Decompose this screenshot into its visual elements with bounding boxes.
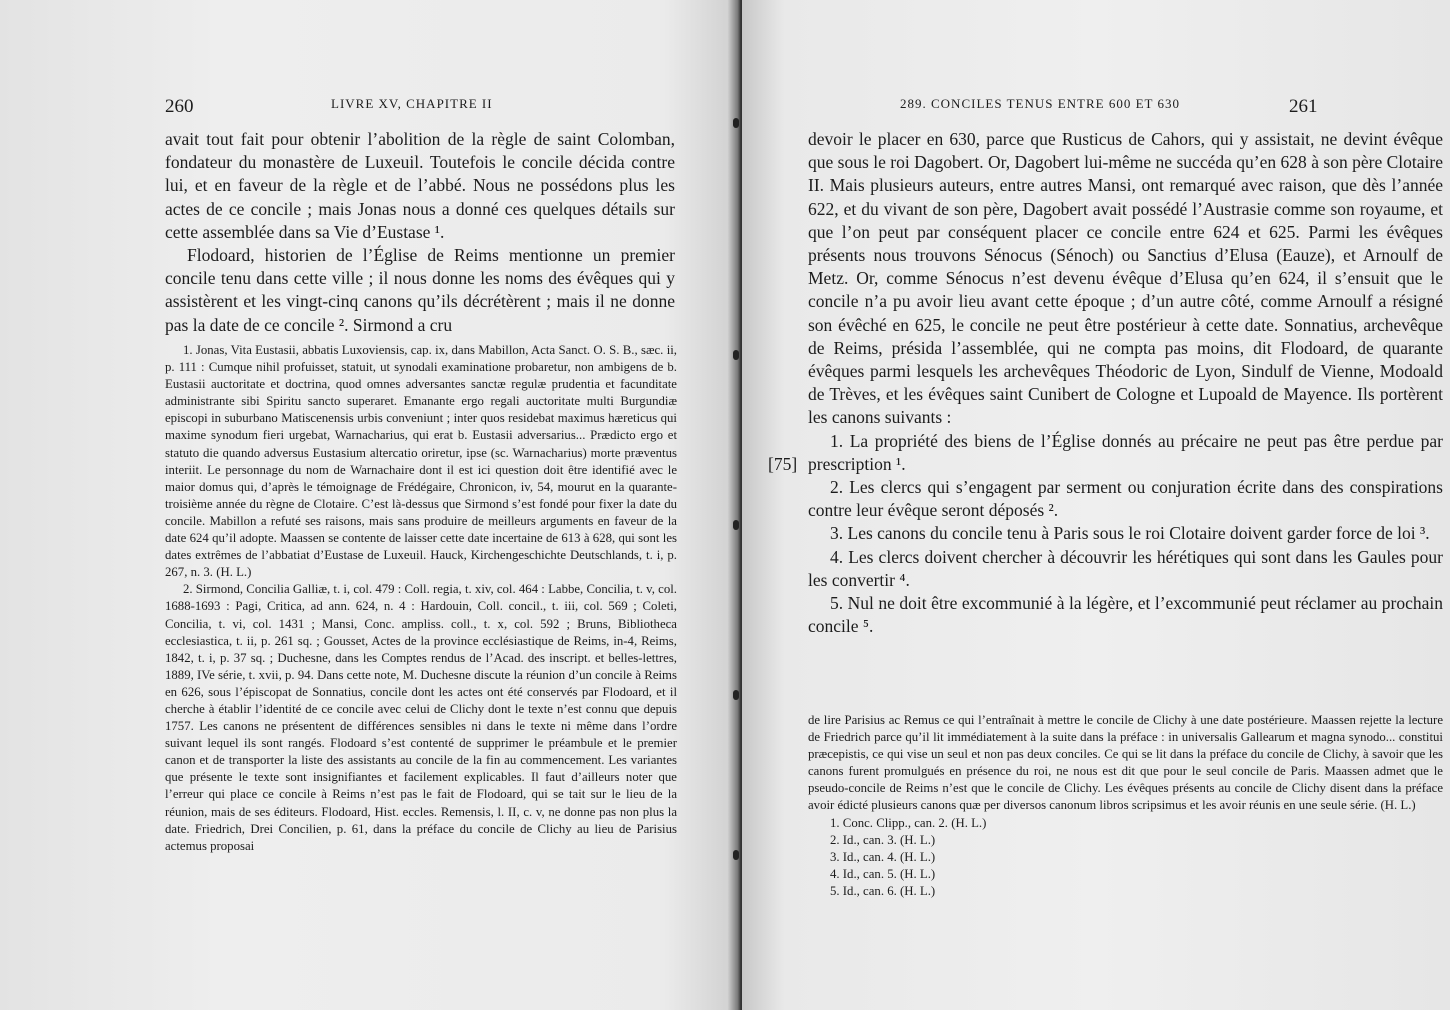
- footnote: 2. Id., can. 3. (H. L.): [830, 832, 936, 847]
- footnote-continuation: de lire Parisius ac Remus ce qui l’entraînait à mettre le concile de Clichy à une date postérieure. Maassen rejette la lecture de Friedrich parce qu’il lit immédiatement à la suite dans la préface : in universalis Gallearum et magna synodo... constitui præcepistis, ce qui vise un seul et non pas deux conciles. Ce qui se lit dans la préface du concile de Clichy, à savoir que les canons furent promulgués en présence du roi, ne nous est dit que pour le seul concile de Paris. Maassen admet que le pseudo-concile de Reims n’est que le concile de Clichy. Les évêques présents au concile de Clichy disent dans la préface avoir édicté plusieurs canons quæ per diversos canonum libros scripsimus et les avoir réunis en une seule série. (H. L.): [808, 713, 1443, 813]
- paragraph: devoir le placer en 630, parce que Rusticus de Cahors, qui y assistait, ne devint évêque que sous le roi Dagobert. Or, Dagobert lui-même ne succéda qu’en 628 à son père Clotaire II. Mais plusieurs auteurs, entre autres Mansi, ont remarqué avec raison, que dès l’année 622, et du vivant de son père, Dagobert avait possédé l’Austrasie comme son royaume, et que l’on peut par conséquent placer ce concile entre 624 et 625. Parmi les évêques présents nous trouvons Sénocus (Sénoch) ou Sanctius d’Elusa (Eauze), et Arnoulf de Metz. Or, comme Sénocus n’est devenu évêque d’Elusa qu’en 624, il s’ensuit que le concile n’a pu avoir lieu avant cette époque ; d’un autre côté, comme Arnoulf a résigné son évêché en 625, le concile ne peut être postérieur à cette date. Sonnatius, archevêque de Reims, présida l’assemblée, qui ne compta pas moins, dit Flodoard, de quarante évêques parmi lesquels les archevêques Théodoric de Lyon, Sindulf de Vienne, Modoald de Trèves, et les évêques saint Cunibert de Cologne et Lupoald de Mayence. Ils portèrent les canons suivants :: [808, 129, 1443, 428]
- footnote: 1. Jonas, Vita Eustasii, abbatis Luxoviensis, cap. ix, dans Mabillon, Acta Sanct. O. S. B., sæc. ii, p. 111 : Cumque nihil profuisset, statuit, ut synodali examinatione probaretur, non ambigens de b. Eustasii auctoritate et doctrina, quod omnes adversantes sanctæ regulæ prudentia et facunditate administrante sibi Spiritu sancto superaret. Emanante ergo regali auctoritate multi Burgundiæ episcopi in suburbano Matiscenensis urbis conveniunt ; inter quos residebat maximus hæreticus qui maxime synodum fieri urgebat, Warnacharius, qui erat b. Eustasii adversarius... Prædicto ergo et statuto die quando adversus Eustasium altercatio oriretur, ipse (sc. Warnacharius) morte præventus interiit. Le personnage du nom de Warnachaire dont il est ici question doit être identifié avec le maior domus qui, d’après le témoignage de Frédégaire, Chronicon, iv, 54, mourut en la quarante-troisième année du règne de Clotaire. C’est là-dessus que Sirmond s’est fondé pour fixer la date du concile. Mabillon a refuté ses raisons, mais sans produire de meilleurs arguments en faveur de la date 624 qu’il adopte. Maassen se contente de laisser cette date incertaine de 613 à 628, qui sont les dates extrêmes de l’abbatiat d’Eustase de Luxeuil. Hauck, Kirchengeschichte Deutschlands, t. i, p. 267, n. 3. (H. L.): [165, 343, 677, 580]
- footnote: 5. Id., can. 6. (H. L.): [830, 883, 936, 898]
- stitch-mark: [733, 690, 739, 700]
- running-head: LIVRE XV, CHAPITRE II: [331, 96, 493, 111]
- paragraph: 1. La propriété des biens de l’Église donnés au précaire ne peut pas être perdue par prescription ¹.: [808, 430, 1443, 474]
- stitch-mark: [733, 520, 739, 530]
- paragraph: Flodoard, historien de l’Église de Reims mentionne un premier concile tenu dans cette ville ; il nous donne les noms des évêques qui y assistèrent et les vingt-cinq canons qu’ils décrétèrent ; mais il ne donne pas la date de ce concile ². Sirmond a cru: [165, 245, 675, 335]
- paragraph: 4. Les clercs doivent chercher à découvrir les hérétiques qui sont dans les Gaules pour les convertir ⁴.: [808, 546, 1443, 590]
- stitch-mark: [733, 118, 739, 128]
- paragraph: 5. Nul ne doit être excommunié à la légère, et l’excommunié peut réclamer au prochain concile ⁵.: [808, 593, 1443, 637]
- paragraph: 2. Les clercs qui s’engagent par serment ou conjuration écrite dans des conspirations contre leur évêque seront déposés ².: [808, 477, 1443, 521]
- main-text: [165, 128, 675, 337]
- paragraph: 3. Les canons du concile tenu à Paris sous le roi Clotaire doivent garder force de loi ³.: [830, 523, 1430, 544]
- margin-marker: [75]: [768, 454, 798, 474]
- footnotes: [808, 712, 1443, 900]
- footnote: 1. Conc. Clipp., can. 2. (H. L.): [830, 815, 987, 830]
- main-text: [808, 128, 1443, 638]
- paragraph: avait tout fait pour obtenir l’abolition de la règle de saint Colomban, fondateur du monastère de Luxeuil. Toutefois le concile décida contre lui, et en faveur de la règle et de l’abbé. Nous ne possédons plus les actes de ce concile ; mais Jonas nous a donné ces quelques détails sur cette assemblée dans sa Vie d’Eustase ¹.: [165, 129, 675, 242]
- footnotes: [165, 342, 677, 855]
- stitch-mark: [733, 350, 739, 360]
- page-number: 261: [1289, 96, 1318, 117]
- footnote: 3. Id., can. 4. (H. L.): [830, 849, 936, 864]
- right-page: [742, 0, 1450, 1010]
- running-head: 289. CONCILES TENUS ENTRE 600 ET 630: [900, 96, 1180, 111]
- footnote: 2. Sirmond, Concilia Galliæ, t. i, col. 479 : Coll. regia, t. xiv, col. 464 : Labbe, Concilia, t. v, col. 1688-1693 : Pagi, Critica, ad ann. 624, n. 4 : Hardouin, Coll. concil., t. iii, col. 569 ; Coleti, Concilia, t. vi, col. 1431 ; Mansi, Conc. ampliss. coll., t. x, col. 592 ; Bruns, Bibliotheca ecclesiastica, t. ii, p. 261 sq. ; Gousset, Actes de la province ecclésiastique de Reims, in-4, Reims, 1842, t. i, p. 37 sq. ; Duchesne, dans les Comptes rendus de l’Acad. des inscript. et belles-lettres, 1889, IVe série, t. xvii, p. 94. Dans cette note, M. Duchesne discute la réunion d’un concile à Reims en 626, sous l’épiscopat de Sonnatius, concile dont les actes ont été conservés par Flodoard, et il cherche à établir l’identité de ce concile avec celui de Clichy dont le texte n’est connu que depuis 1757. Les canons ne présentent de différences sensibles ni dans le texte ni même dans l’ordre suivant lequel ils sont rangés. Flodoard s’est contenté de supprimer le préambule et le premier canon et de transporter la liste des assistants au concile de la fin au commencement. Les variantes que présente le texte sont insignifiantes et facilement explicables. Il faut d’ailleurs noter que l’erreur qui place ce concile à Reims n’est pas le fait de Flodoard, qui se tait sur le lieu de la réunion, mais de ses éditeurs. Flodoard, Hist. eccles. Remensis, l. II, c. v, ne donne pas non plus la date. Friedrich, Drei Concilien, p. 61, dans la préface du concile de Clichy au lieu de Parisius actemus proposai: [165, 582, 677, 853]
- footnote: 4. Id., can. 5. (H. L.): [830, 866, 936, 881]
- page-number: 260: [165, 96, 194, 117]
- stitch-mark: [733, 850, 739, 860]
